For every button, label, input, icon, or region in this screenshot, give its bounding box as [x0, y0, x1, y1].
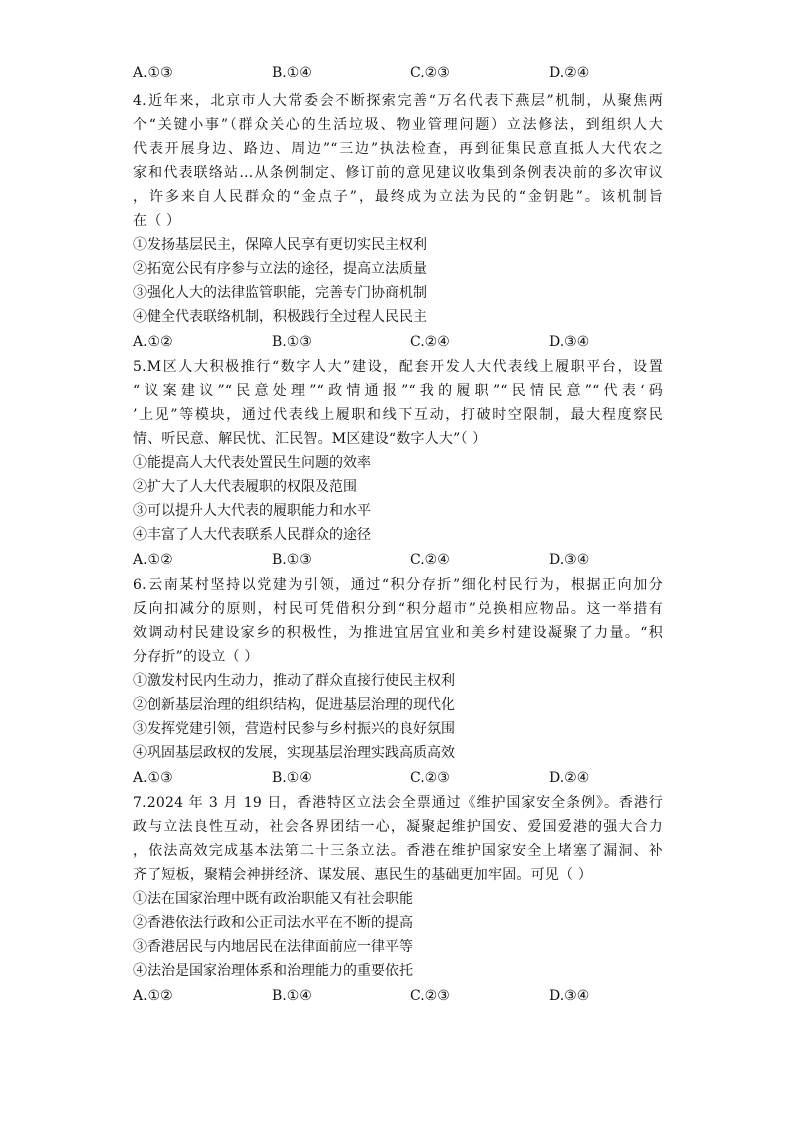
q4-statement-2: ②拓宽公民有序参与立法的途径，提高立法质量 — [133, 261, 427, 277]
q6-options — [133, 767, 693, 789]
q4-options — [133, 331, 693, 353]
q4-statement-4: ④健全代表联络机制，积极践行全过程人民民主 — [133, 309, 427, 325]
q6-stem-line: 6.云南某村坚持以党建为引领，通过“积分存折”细化村民行为，根据正向加分 — [133, 577, 663, 593]
q6-statement-4: ④巩固基层政权的发展，实现基层治理实践高质高效 — [133, 745, 455, 761]
q4-stem-line: 代表开展身边、路边、周边”“三边”执法检查，再到征集民意直抵人大代农之 — [133, 141, 663, 157]
q3-option-c[interactable]: C.②③ — [410, 65, 450, 81]
q7-option-a[interactable]: A.①② — [133, 988, 173, 1004]
q7-options — [133, 985, 693, 1007]
q5-option-c[interactable]: C.②④ — [410, 552, 450, 568]
q7-stem-line: 齐了短板，聚精会神拼经济、谋发展、惠民生的基础更加牢固。可见（ ） — [133, 867, 593, 883]
q6-option-a[interactable]: A.①③ — [133, 770, 173, 786]
q5-statement-1: ①能提高人大代表处置民生问题的效率 — [133, 455, 371, 471]
q4-option-b[interactable]: B.①③ — [272, 334, 312, 350]
q6-stem-line: 分存折”的设立（ ） — [133, 649, 259, 665]
q5-stem-line: “议案建议”“民意处理”“政情通报”“我的履职”“民情民意”“代表‘码 — [133, 383, 663, 399]
q4-statement-1: ①发扬基层民主，保障人民享有更切实民主权利 — [133, 237, 427, 253]
q6-option-c[interactable]: C.②③ — [410, 770, 450, 786]
q7-option-c[interactable]: C.②③ — [410, 988, 450, 1004]
q4-stem-line: 家和代表联络站…从条例制定、修订前的意见建议收集到条例表决前的多次审议 — [133, 165, 663, 181]
q4-option-c[interactable]: C.②④ — [410, 334, 450, 350]
q4-statement-3: ③强化人大的法律监管职能，完善专门协商机制 — [133, 285, 427, 301]
q5-option-b[interactable]: B.①③ — [272, 552, 312, 568]
q7-statement-1: ①法在国家治理中既有政治职能又有社会职能 — [133, 891, 413, 907]
q7-stem-line: ，依法高效完成基本法第二十三条立法。香港在维护国家安全上堵塞了漏洞、补 — [133, 843, 663, 859]
q6-stem-line: 效调动村民建设家乡的积极性，为推进宜居宜业和美乡村建设凝聚了力量。“积 — [133, 625, 663, 641]
q3-option-b[interactable]: B.①④ — [272, 65, 312, 81]
q7-statement-4: ④法治是国家治理体系和治理能力的重要依托 — [133, 963, 413, 979]
q5-statement-3: ③可以提升人大代表的履职能力和水平 — [133, 503, 371, 519]
q4-stem-line: 4.近年来，北京市人大常委会不断探索完善“万名代表下燕层”机制，从聚焦两 — [133, 93, 663, 109]
q7-statement-2: ②香港依法行政和公正司法水平在不断的提高 — [133, 915, 413, 931]
q7-option-b[interactable]: B.①④ — [272, 988, 312, 1004]
q5-stem-line: 情、听民意、解民忧、汇民智。M区建设“数字人大”（ ） — [133, 431, 487, 447]
q6-option-d[interactable]: D.②④ — [549, 770, 590, 786]
q7-option-d[interactable]: D.③④ — [549, 988, 590, 1004]
q3-option-d[interactable]: D.②④ — [549, 65, 590, 81]
q5-stem-line: 5.M区人大积极推行“数字人大”建设，配套开发人大代表线上履职平台，设置 — [133, 359, 663, 375]
q5-statement-2: ②扩大了人大代表履职的权限及范围 — [133, 479, 357, 495]
q5-stem-line: ’上见”等模块，通过代表线上履职和线下互动，打破时空限制，最大程度察民 — [133, 407, 663, 423]
q6-statement-1: ①激发村民内生动力，推动了群众直接行使民主权利 — [133, 673, 455, 689]
q7-stem-line: 政与立法良性互动，社会各界团结一心，凝聚起维护国安、爱国爱港的强大合力 — [133, 819, 663, 835]
q4-option-d[interactable]: D.③④ — [549, 334, 590, 350]
q6-option-b[interactable]: B.①④ — [272, 770, 312, 786]
q4-stem-line: 在（ ） — [133, 213, 181, 229]
q6-statement-2: ②创新基层治理的组织结构，促进基层治理的现代化 — [133, 697, 455, 713]
q7-stem-line: 7.2024 年 3 月 19 日，香港特区立法会全票通过《维护国家安全条例》。香港行 — [133, 795, 663, 811]
q3-options — [133, 62, 693, 84]
q5-statement-4: ④丰富了人大代表联系人民群众的途径 — [133, 527, 371, 543]
q4-stem-line: ，许多来自人民群众的“金点子”，最终成为立法为民的“金钥匙”。该机制旨 — [133, 189, 663, 205]
q5-option-d[interactable]: D.③④ — [549, 552, 590, 568]
q4-option-a[interactable]: A.①② — [133, 334, 173, 350]
q5-options — [133, 549, 693, 571]
q6-stem-line: 反向扣减分的原则，村民可凭借积分到“积分超市”兑换相应物品。这一举措有 — [133, 601, 663, 617]
q6-statement-3: ③发挥党建引领，营造村民参与乡村振兴的良好氛围 — [133, 721, 455, 737]
q5-option-a[interactable]: A.①② — [133, 552, 173, 568]
q7-statement-3: ③香港居民与内地居民在法律面前应一律平等 — [133, 939, 413, 955]
q4-stem-line: 个“关键小事”（群众关心的生活垃圾、物业管理问题）立法修法，到组织人大 — [133, 117, 663, 133]
q3-option-a[interactable]: A.①③ — [133, 65, 173, 81]
